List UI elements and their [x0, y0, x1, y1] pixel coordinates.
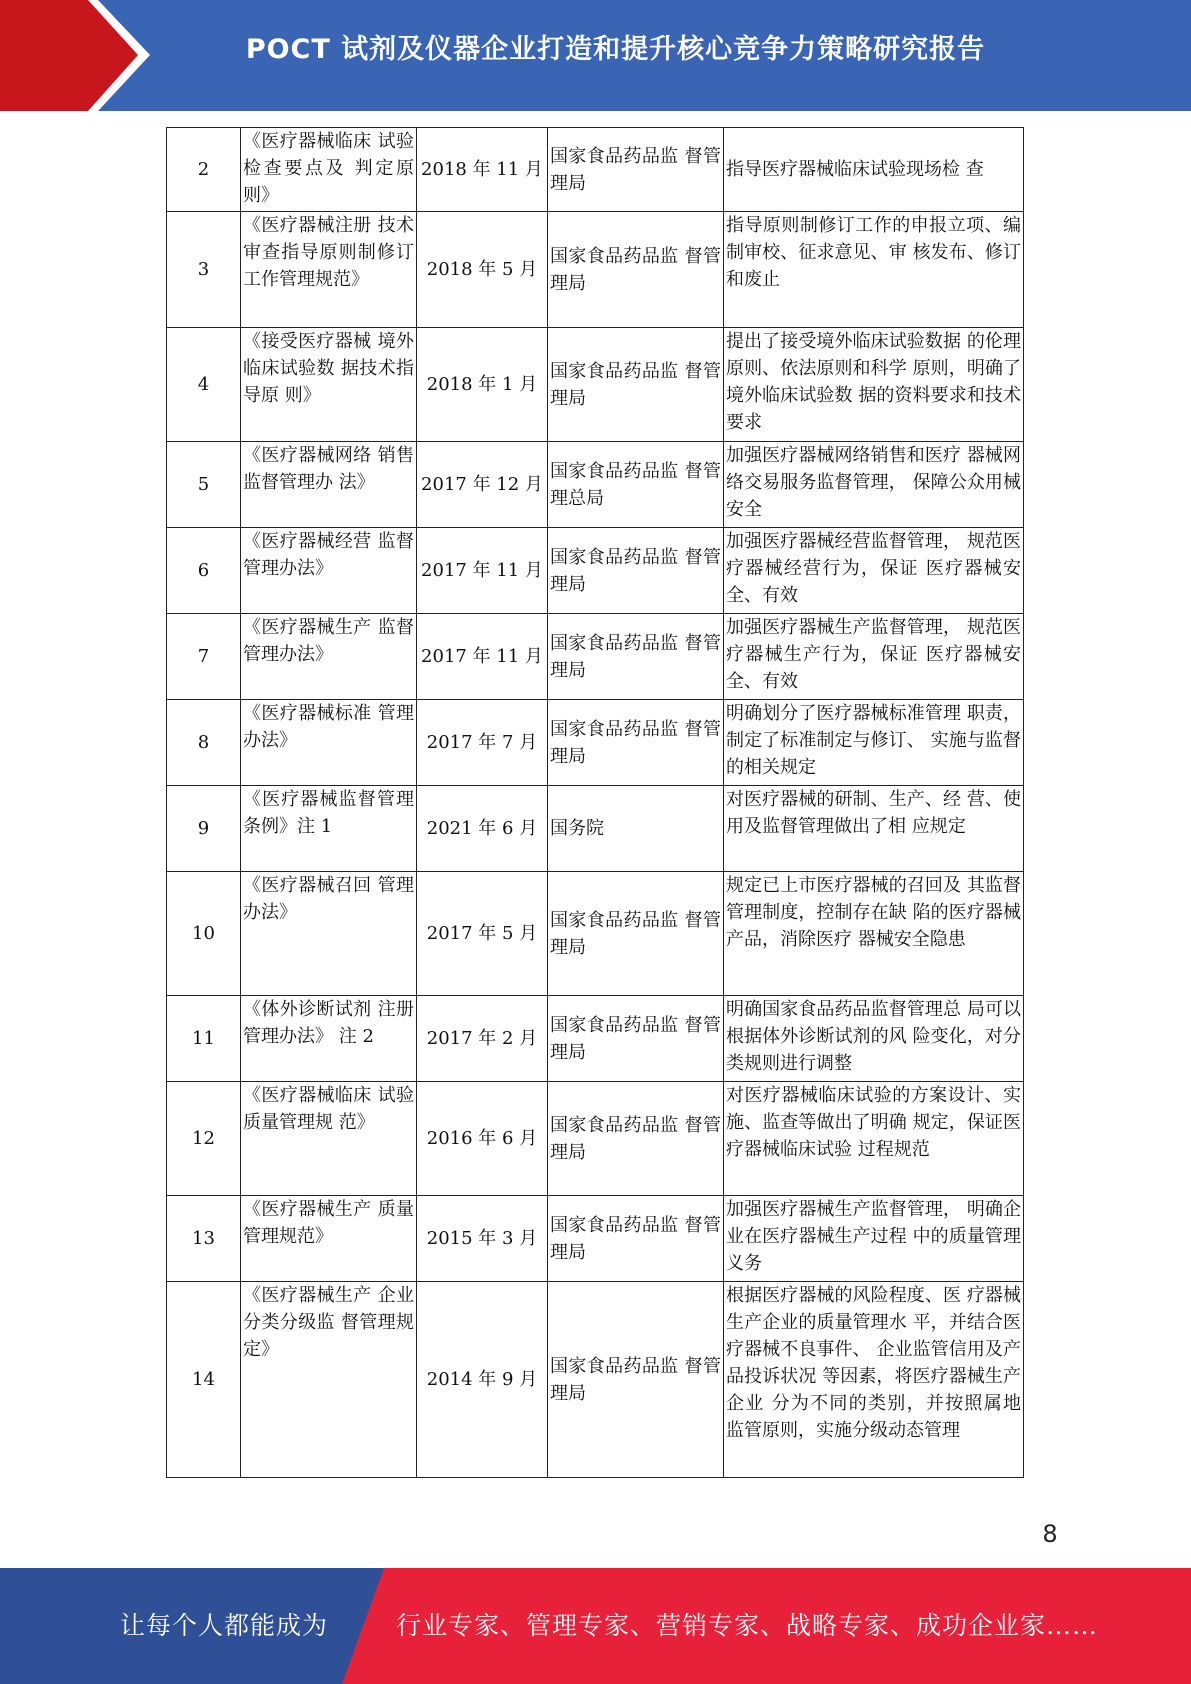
- page-number: 8: [1042, 1520, 1058, 1548]
- issue-date: 2018 年 1 月: [417, 328, 548, 442]
- regulation-name: 《医疗器械生产 质量管理规范》: [241, 1196, 417, 1282]
- row-number: 5: [167, 442, 241, 528]
- issuing-authority: 国家食品药品监 督管理局: [548, 872, 724, 996]
- row-number: 2: [167, 128, 241, 212]
- regulation-description: 提出了接受境外临床试验数据 的伦理原则、依法原则和科学 原则，明确了境外临床试验数 据的资料要求和技术要求: [724, 328, 1024, 442]
- issue-date: 2017 年 11 月: [417, 528, 548, 614]
- table-row: [167, 442, 1024, 528]
- issue-date: 2017 年 11 月: [417, 614, 548, 700]
- regulation-name: 《医疗器械监督管理条例》注 1: [241, 786, 417, 872]
- issuing-authority: 国务院: [548, 786, 724, 872]
- row-number: 11: [167, 996, 241, 1082]
- issue-date: 2017 年 5 月: [417, 872, 548, 996]
- regulation-name: 《医疗器械标准 管理办法》: [241, 700, 417, 786]
- issue-date: 2016 年 6 月: [417, 1082, 548, 1196]
- table-row: [167, 128, 1024, 212]
- regulation-description: 根据医疗器械的风险程度、医 疗器械生产企业的质量管理水 平，并结合医疗器械不良事件、 企业监管信用及产品投诉状况 等因素，将医疗器械生产企业 分为不同的类别，并按照属地 监管原则，实施分级动态管理: [724, 1282, 1024, 1478]
- issue-date: 2018 年 11 月: [417, 128, 548, 212]
- regulation-name: 《医疗器械临床 试验质量管理规 范》: [241, 1082, 417, 1196]
- table-row: [167, 212, 1024, 328]
- regulation-name: 《医疗器械生产 企业分类分级监 督管理规定》: [241, 1282, 417, 1478]
- regulation-name: 《医疗器械注册 技术审查指导原则制修订工作管理规范》: [241, 212, 417, 328]
- issuing-authority: 国家食品药品监 督管理局: [548, 996, 724, 1082]
- issue-date: 2018 年 5 月: [417, 212, 548, 328]
- regulation-description: 对医疗器械临床试验的方案设计、实施、监查等做出了明确 规定，保证医疗器械临床试验 过程规范: [724, 1082, 1024, 1196]
- footer-slogan-left: 让每个人都能成为: [120, 1611, 329, 1640]
- issuing-authority: 国家食品药品监 督管理局: [548, 212, 724, 328]
- issuing-authority: 国家食品药品监 督管理局: [548, 1282, 724, 1478]
- regulation-description: 明确国家食品药品监督管理总 局可以根据体外诊断试剂的风 险变化，对分类规则进行调整: [724, 996, 1024, 1082]
- issuing-authority: 国家食品药品监 督管理局: [548, 1082, 724, 1196]
- issue-date: 2017 年 12 月: [417, 442, 548, 528]
- issue-date: 2017 年 7 月: [417, 700, 548, 786]
- regulation-name: 《接受医疗器械 境外临床试验数 据技术指导原 则》: [241, 328, 417, 442]
- table-row: [167, 328, 1024, 442]
- issue-date: 2021 年 6 月: [417, 786, 548, 872]
- table-row: [167, 1282, 1024, 1478]
- table-row: [167, 1196, 1024, 1282]
- row-number: 8: [167, 700, 241, 786]
- issue-date: 2017 年 2 月: [417, 996, 548, 1082]
- regulation-name: 《医疗器械生产 监督管理办法》: [241, 614, 417, 700]
- row-number: 4: [167, 328, 241, 442]
- row-number: 12: [167, 1082, 241, 1196]
- table-row: [167, 700, 1024, 786]
- regulation-name: 《医疗器械网络 销售监督管理办 法》: [241, 442, 417, 528]
- regulation-name: 《医疗器械召回 管理办法》: [241, 872, 417, 996]
- regulation-description: 加强医疗器械经营监督管理， 规范医疗器械经营行为，保证 医疗器械安全、有效: [724, 528, 1024, 614]
- issuing-authority: 国家食品药品监 督管理局: [548, 528, 724, 614]
- regulations-table: [166, 127, 1024, 1478]
- issuing-authority: 国家食品药品监 督管理局: [548, 128, 724, 212]
- regulation-name: 《医疗器械临床 试验检查要点及 判定原则》: [241, 128, 417, 212]
- row-number: 7: [167, 614, 241, 700]
- issuing-authority: 国家食品药品监 督管理局: [548, 614, 724, 700]
- issue-date: 2014 年 9 月: [417, 1282, 548, 1478]
- table-row: [167, 614, 1024, 700]
- row-number: 13: [167, 1196, 241, 1282]
- row-number: 14: [167, 1282, 241, 1478]
- table-row: [167, 786, 1024, 872]
- page-footer: [0, 1568, 1191, 1684]
- issuing-authority: 国家食品药品监 督管理局: [548, 328, 724, 442]
- issue-date: 2015 年 3 月: [417, 1196, 548, 1282]
- report-title: POCT 试剂及仪器企业打造和提升核心竞争力策略研究报告: [245, 34, 986, 65]
- table-row: [167, 528, 1024, 614]
- issuing-authority: 国家食品药品监 督管理总局: [548, 442, 724, 528]
- regulation-description: 加强医疗器械生产监督管理， 规范医疗器械生产行为，保证 医疗器械安全、有效: [724, 614, 1024, 700]
- row-number: 3: [167, 212, 241, 328]
- regulation-description: 指导原则制修订工作的申报立项、编制审校、征求意见、审 核发布、修订和废止: [724, 212, 1024, 328]
- row-number: 6: [167, 528, 241, 614]
- row-number: 10: [167, 872, 241, 996]
- table-row: [167, 996, 1024, 1082]
- row-number: 9: [167, 786, 241, 872]
- regulation-description: 加强医疗器械网络销售和医疗 器械网络交易服务监督管理， 保障公众用械安全: [724, 442, 1024, 528]
- regulation-description: 明确划分了医疗器械标准管理 职责，制定了标准制定与修订、 实施与监督的相关规定: [724, 700, 1024, 786]
- table-row: [167, 872, 1024, 996]
- regulation-name: 《医疗器械经营 监督管理办法》: [241, 528, 417, 614]
- footer-slogan-right: 行业专家、管理专家、营销专家、战略专家、成功企业家……: [396, 1611, 1099, 1640]
- regulation-name: 《体外诊断试剂 注册管理办法》 注 2: [241, 996, 417, 1082]
- table-row: [167, 1082, 1024, 1196]
- issuing-authority: 国家食品药品监 督管理局: [548, 700, 724, 786]
- regulation-description: 规定已上市医疗器械的召回及 其监督管理制度，控制存在缺 陷的医疗器械产品，消除医疗 器械安全隐患: [724, 872, 1024, 996]
- page-header: [0, 0, 1191, 111]
- issuing-authority: 国家食品药品监 督管理局: [548, 1196, 724, 1282]
- regulation-description: 对医疗器械的研制、生产、经 营、使用及监督管理做出了相 应规定: [724, 786, 1024, 872]
- regulation-description: 指导医疗器械临床试验现场检 查: [724, 128, 1024, 212]
- regulation-description: 加强医疗器械生产监督管理， 明确企业在医疗器械生产过程 中的质量管理义务: [724, 1196, 1024, 1282]
